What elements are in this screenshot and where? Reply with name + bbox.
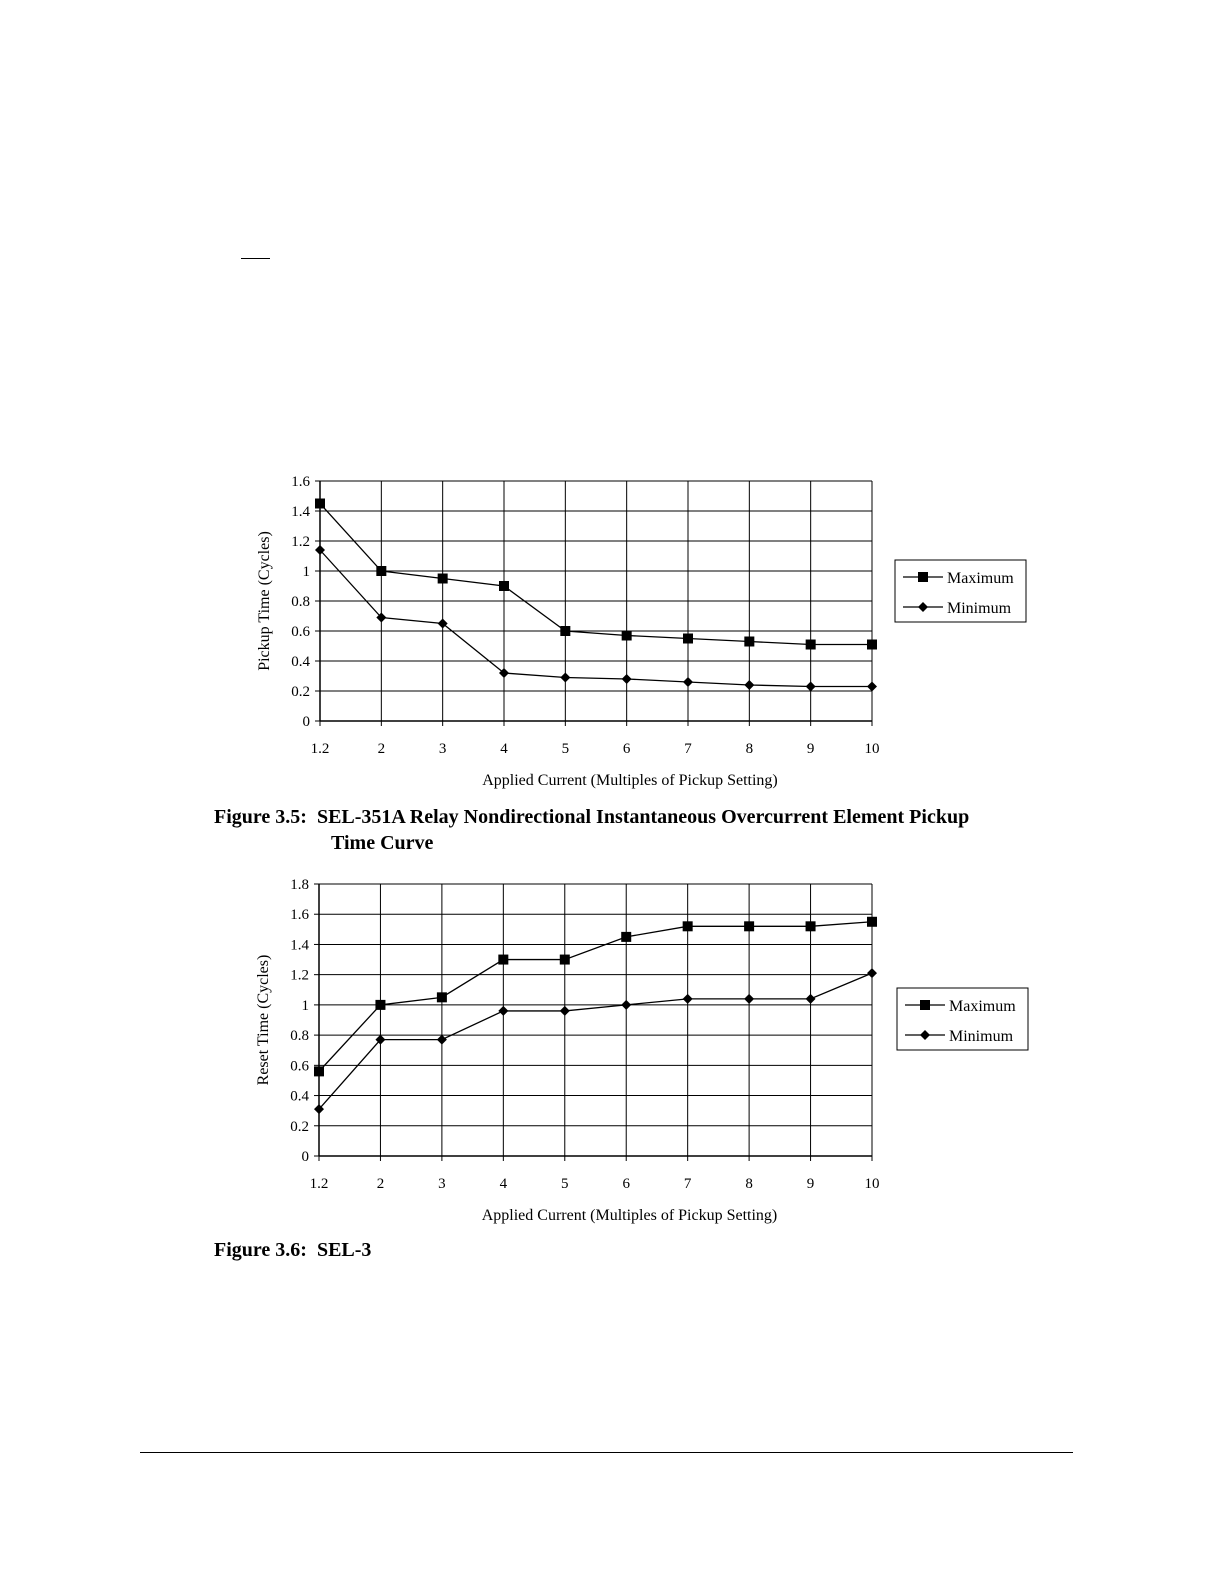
data-point-maximum xyxy=(744,921,754,931)
data-point-minimum xyxy=(560,1006,570,1016)
y-tick-label: 1.6 xyxy=(291,474,310,490)
y-axis-label: Reset Time (Cycles) xyxy=(255,954,272,1086)
y-tick-label: 1.2 xyxy=(290,967,309,984)
x-tick-label: 9 xyxy=(806,741,815,757)
data-point-maximum xyxy=(806,921,816,931)
figure-3-6-caption xyxy=(214,1237,371,1263)
x-tick-label: 8 xyxy=(745,1176,753,1192)
x-tick-label: 4 xyxy=(499,1176,508,1192)
x-tick-label: 2 xyxy=(377,741,386,757)
x-tick-label: 1.2 xyxy=(310,741,330,757)
legend-label-minimum: Minimum xyxy=(949,1028,1014,1045)
y-tick-label: 1.8 xyxy=(290,877,309,893)
y-tick-label: 1.4 xyxy=(291,504,310,520)
y-tick-label: 0.6 xyxy=(290,1058,309,1075)
figure-3-6-caption-text: Figure 3.6: SEL-3 xyxy=(214,1239,372,1261)
data-point-minimum xyxy=(806,994,816,1004)
figure-3-5-caption-line1: Figure 3.5: SEL-351A Relay Nondirectional Instantaneous Overcurrent Element Pickup xyxy=(214,806,970,828)
x-axis-label: Applied Current (Multiples of Pickup Setting) xyxy=(482,772,778,789)
x-tick-label: 10 xyxy=(864,1176,880,1192)
x-tick-label: 8 xyxy=(745,741,754,757)
y-tick-label: 0.4 xyxy=(291,654,310,670)
x-tick-label: 7 xyxy=(683,1176,692,1192)
legend-marker-maximum xyxy=(920,1000,930,1010)
y-tick-label: 0 xyxy=(302,714,310,730)
data-point-maximum xyxy=(498,955,508,965)
x-tick-label: 2 xyxy=(376,1176,385,1192)
y-tick-label: 0.2 xyxy=(291,684,310,700)
x-tick-label: 3 xyxy=(438,741,447,757)
data-point-maximum xyxy=(375,1000,385,1010)
legend-label-maximum: Maximum xyxy=(949,998,1016,1015)
footer-rule xyxy=(140,1452,1073,1453)
y-tick-label: 1.2 xyxy=(291,534,310,550)
y-tick-label: 1 xyxy=(301,997,309,1014)
y-tick-label: 0.8 xyxy=(290,1028,309,1045)
x-axis-label: Applied Current (Multiples of Pickup Setting) xyxy=(481,1207,778,1224)
data-point-maximum xyxy=(621,932,631,942)
data-point-minimum xyxy=(498,1006,508,1016)
y-tick-label: 1 xyxy=(302,564,310,580)
figure-3-5-caption-line2: Time Curve xyxy=(331,832,434,854)
y-tick-label: 0.6 xyxy=(291,624,310,640)
x-tick-label: 5 xyxy=(561,741,570,757)
data-point-minimum xyxy=(621,1000,631,1010)
data-point-minimum xyxy=(437,1035,447,1045)
legend-label-maximum: Maximum xyxy=(947,570,1014,587)
x-tick-label: 10 xyxy=(864,741,880,757)
data-point-maximum xyxy=(560,955,570,965)
x-tick-label: 6 xyxy=(622,1176,630,1192)
x-tick-label: 3 xyxy=(438,1176,446,1192)
x-tick-label: 9 xyxy=(806,1176,815,1192)
y-tick-label: 1.6 xyxy=(290,907,309,924)
y-tick-label: 0 xyxy=(301,1149,309,1165)
data-point-maximum xyxy=(867,917,877,927)
data-point-minimum xyxy=(744,994,754,1004)
y-tick-label: 0.8 xyxy=(291,594,310,610)
x-tick-label: 1.2 xyxy=(309,1176,329,1192)
y-tick-label: 1.4 xyxy=(290,937,309,954)
x-tick-label: 5 xyxy=(561,1176,569,1192)
data-point-maximum xyxy=(314,1066,324,1076)
data-point-maximum xyxy=(683,921,693,931)
data-point-minimum xyxy=(867,968,877,978)
x-tick-label: 6 xyxy=(622,741,631,757)
x-tick-label: 7 xyxy=(684,741,692,757)
y-tick-label: 0.2 xyxy=(290,1118,309,1135)
x-tick-label: 4 xyxy=(500,741,508,757)
series-line-minimum xyxy=(319,973,872,1109)
legend-label-minimum: Minimum xyxy=(947,600,1012,617)
data-point-minimum xyxy=(683,994,693,1004)
y-tick-label: 0.4 xyxy=(290,1088,309,1105)
y-axis-label: Pickup Time (Cycles) xyxy=(256,531,273,671)
data-point-maximum xyxy=(437,992,447,1002)
